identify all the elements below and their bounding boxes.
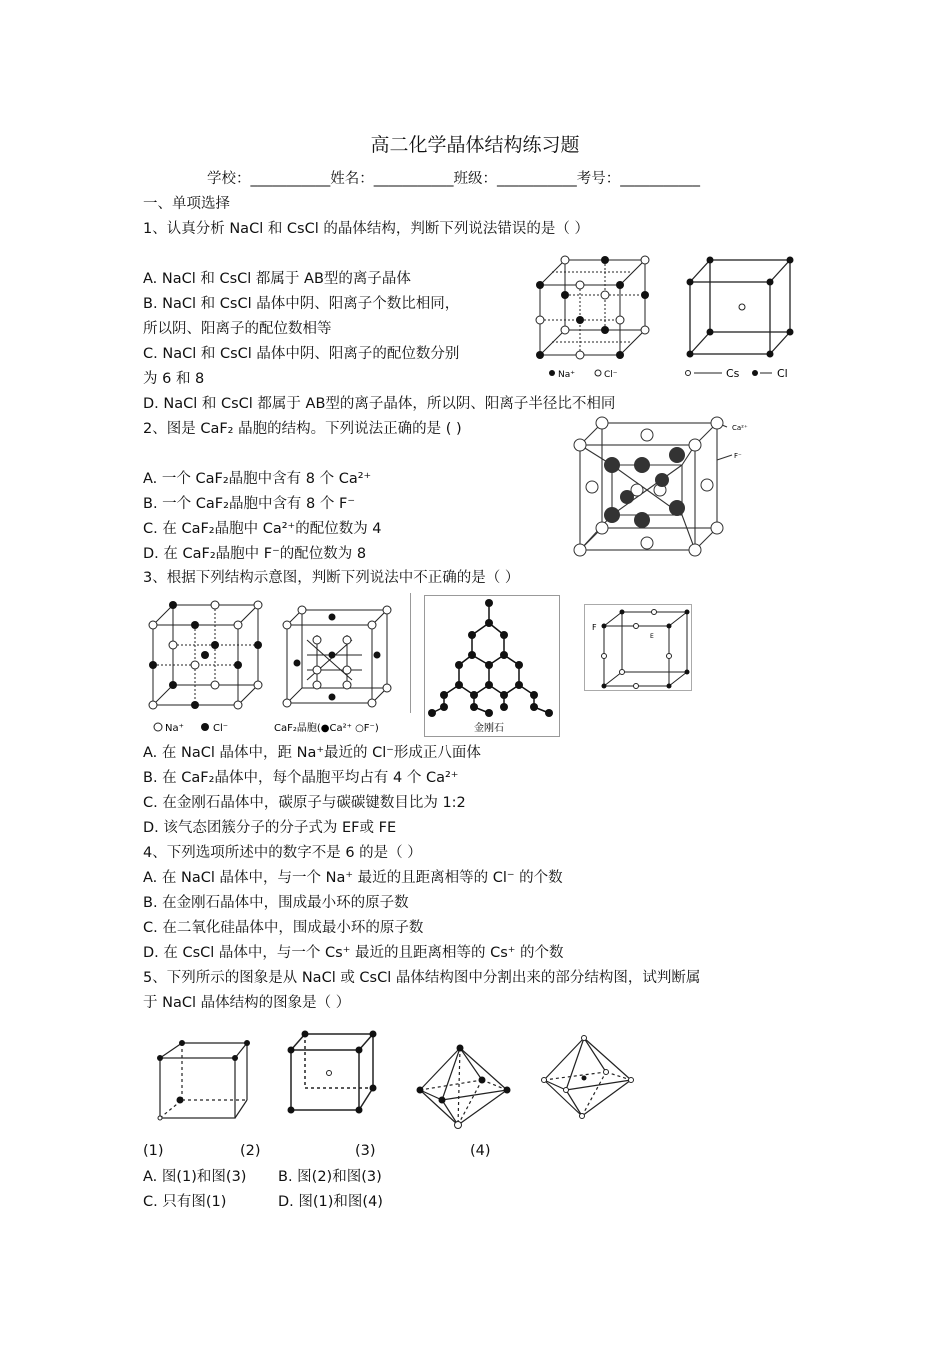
q3-nacl-legend-na: Na⁺ — [165, 723, 184, 734]
q1-option-d: D. NaCl 和 CsCl 都属于 AB型的离子晶体，所以阴、阳离子半径比不相同 — [143, 396, 616, 412]
q1-option-a: A. NaCl 和 CsCl 都属于 AB型的离子晶体 — [143, 271, 411, 287]
q3-option-b: B. 在 CaF₂晶体中，每个晶胞平均占有 4 个 Ca²⁺ — [143, 770, 459, 786]
q2-stem: 2、图是 CaF₂ 晶胞的结构。下列说法正确的是 ( ) — [143, 421, 462, 437]
nacl-legend-na: Na⁺ — [558, 370, 575, 380]
q4-stem: 4、下列选项所述中的数字不是 6 的是（ ） — [143, 845, 422, 861]
q3-option-d: D. 该气态团簇分子的分子式为 EF或 FE — [143, 820, 397, 836]
q3-diamond-figure — [424, 595, 560, 737]
q1-option-b-cont: 所以阴、阳离子的配位数相等 — [143, 321, 332, 337]
q3-caf2-figure — [272, 605, 407, 737]
q1-option-b: B. NaCl 和 CsCl 晶体中阴、阳离子个数比相同， — [143, 296, 460, 312]
q5-figure-2 — [283, 1028, 383, 1118]
q3-option-c: C. 在金刚石晶体中，碳原子与碳碳键数目比为 1:2 — [143, 795, 466, 811]
caf2-cell-figure — [572, 415, 772, 560]
divider — [410, 593, 411, 713]
q3-stem: 3、根据下列结构示意图，判断下列说法中不正确的是（ ） — [143, 570, 520, 586]
q5-figure-label-3: (3) — [355, 1143, 376, 1159]
q5-figure-4 — [536, 1032, 641, 1124]
q5-option-b: B. 图(2)和图(3) — [278, 1169, 382, 1185]
cscl-legend-cs: Cs — [726, 367, 740, 380]
q5-option-a: A. 图(1)和图(3) — [143, 1169, 247, 1185]
q3-cluster-label-f: F — [592, 623, 597, 632]
q5-option-c: C. 只有图(1) — [143, 1194, 227, 1210]
q5-option-d: D. 图(1)和图(4) — [278, 1194, 383, 1210]
q5-figure-label-4: (4) — [470, 1143, 491, 1159]
q3-caf2-caption: CaF₂晶胞(●Ca²⁺ ○F⁻) — [274, 723, 379, 734]
q2-option-c: C. 在 CaF₂晶胞中 Ca²⁺的配位数为 4 — [143, 521, 382, 537]
q4-option-a: A. 在 NaCl 晶体中，与一个 Na⁺ 最近的且距离相等的 Cl⁻ 的个数 — [143, 870, 563, 886]
q1-stem: 1、认真分析 NaCl 和 CsCl 的晶体结构，判断下列说法错误的是（ ） — [143, 221, 589, 237]
q4-option-b: B. 在金刚石晶体中，围成最小环的原子数 — [143, 895, 409, 911]
q3-cluster-label-e: E — [650, 633, 654, 640]
q4-option-d: D. 在 CsCl 晶体中，与一个 Cs⁺ 最近的且距离相等的 Cs⁺ 的个数 — [143, 945, 564, 961]
q2-option-b: B. 一个 CaF₂晶胞中含有 8 个 F⁻ — [143, 496, 355, 512]
q5-figure-label-1: (1) — [143, 1143, 164, 1159]
q5-figure-3 — [412, 1040, 517, 1132]
q5-figure-1 — [152, 1038, 257, 1128]
cscl-legend-cl: Cl — [777, 367, 788, 380]
q3-nacl-figure — [143, 597, 268, 737]
page-title: 高二化学晶体结构练习题 — [370, 134, 580, 156]
caf2-label-ca: Ca²⁺ — [732, 424, 748, 432]
q3-diamond-caption: 金刚石 — [474, 723, 504, 734]
cscl-cell-figure — [680, 255, 810, 385]
q5-figure-label-2: (2) — [240, 1143, 261, 1159]
q2-option-a: A. 一个 CaF₂晶胞中含有 8 个 Ca²⁺ — [143, 471, 372, 487]
q3-option-a: A. 在 NaCl 晶体中，距 Na⁺最近的 Cl⁻形成正八面体 — [143, 745, 481, 761]
nacl-lattice-figure — [530, 255, 660, 385]
q5-stem: 5、下列所示的图象是从 NaCl 或 CsCl 晶体结构图中分割出来的部分结构图，试判断属 — [143, 970, 701, 986]
q3-nacl-legend-cl: Cl⁻ — [213, 723, 229, 734]
q5-stem-cont: 于 NaCl 晶体结构的图象是（ ） — [143, 995, 351, 1011]
nacl-legend-cl: Cl⁻ — [604, 370, 618, 380]
caf2-label-f: F⁻ — [734, 452, 742, 460]
q1-option-c: C. NaCl 和 CsCl 晶体中阴、阳离子的配位数分别 — [143, 346, 460, 362]
q3-cluster-figure — [584, 604, 692, 692]
header-info-line: 学校：___________姓名：___________班级：___________考号：___________ — [207, 171, 700, 187]
section-heading: 一、单项选择 — [143, 196, 230, 212]
q2-option-d: D. 在 CaF₂晶胞中 F⁻的配位数为 8 — [143, 546, 367, 562]
q4-option-c: C. 在二氧化硅晶体中，围成最小环的原子数 — [143, 920, 424, 936]
q1-option-c-cont: 为 6 和 8 — [143, 371, 205, 387]
